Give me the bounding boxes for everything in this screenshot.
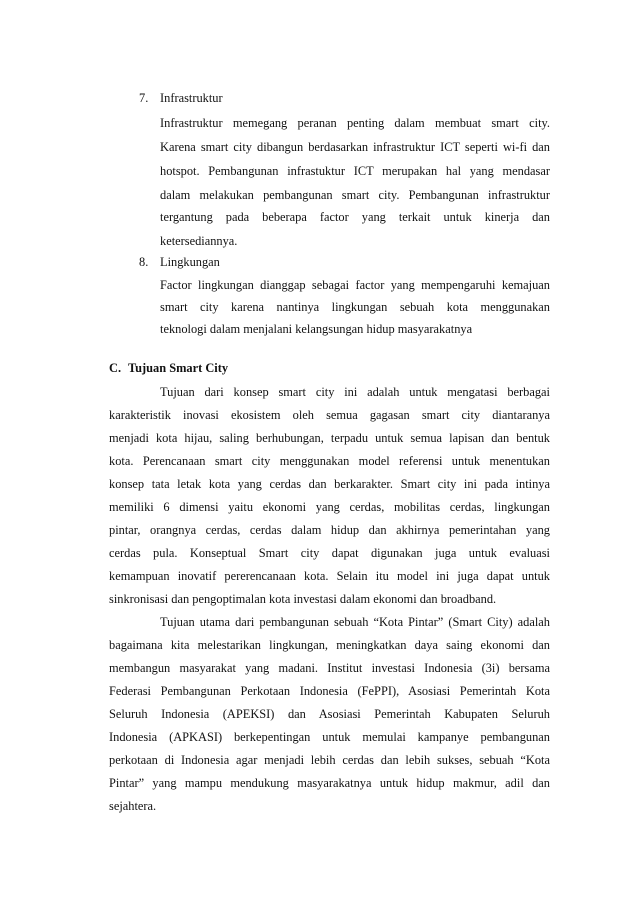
paragraph-line: Tujuan dari konsep smart city ini adalah untuk mengatasi berbagai (160, 385, 550, 399)
paragraph-line: tergantung pada beberapa factor yang terkait untuk kinerja dan (160, 210, 550, 224)
list-item-number: 8. (139, 255, 149, 269)
paragraph-line: memiliki 6 dimensi yaitu ekonomi yang cerdas, mobilitas cerdas, lingkungan (109, 500, 550, 514)
paragraph-line: kota. Perencanaan smart city menggunakan model referensi untuk menentukan (109, 454, 550, 468)
paragraph-line: Tujuan utama dari pembangunan sebuah “Kota Pintar” (Smart City) adalah (160, 615, 550, 629)
paragraph-line: Karena smart city dibangun berdasarkan infrastruktur ICT seperti wi-fi dan (160, 140, 550, 154)
paragraph-line: hotspot. Pembangunan infrastuktur ICT merupakan hal yang mendasar (160, 164, 550, 178)
list-item-8-heading (139, 255, 220, 270)
paragraph-line: perkotaan di Indonesia agar menjadi lebih cerdas dan lebih sukses, sebuah “Kota (109, 753, 550, 767)
section-heading (109, 361, 228, 376)
paragraph-line: Federasi Pembangunan Perkotaan Indonesia (FePPI), Asosiasi Pemerintah Kota (109, 684, 550, 698)
list-item-number: 7. (139, 91, 149, 105)
paragraph-line: menjadi kota hijau, saling berhubungan, terpadu untuk semua lapisan dan bentuk (109, 431, 550, 445)
paragraph-line: dalam melakukan pembangunan smart city. Pembangunan infrastruktur (160, 188, 550, 202)
list-item-title: Infrastruktur (160, 91, 223, 105)
paragraph-line: bagaimana kita melestarikan lingkungan, meningkatkan daya saing ekonomi dan (109, 638, 550, 652)
paragraph-line: pintar, orangnya cerdas, cerdas dalam hidup dan akhirnya pemerintahan yang (109, 523, 550, 537)
list-item-7-heading (139, 91, 223, 106)
paragraph-line: konsep tata letak kota yang cerdas dan berkarakter. Smart city ini pada intinya (109, 477, 550, 491)
paragraph-line: Indonesia (APKASI) berkepentingan untuk memulai kampanye pembangunan (109, 730, 550, 744)
paragraph-line: sinkronisasi dan pengoptimalan kota investasi dalam ekonomi dan broadband. (109, 592, 497, 606)
paragraph-line: membangun masyarakat yang madani. Institut investasi Indonesia (3i) bersama (109, 661, 550, 675)
paragraph-line: smart city karena nantinya lingkungan sebuah kota menggunakan (160, 300, 550, 314)
paragraph-line: kemampuan inovatif pererencanaan kota. Selain itu model ini juga dapat untuk (109, 569, 550, 583)
paragraph-line: ketersediannya. (160, 234, 238, 248)
paragraph-line: karakteristik inovasi ekosistem oleh semua gagasan smart city diantaranya (109, 408, 550, 422)
section-letter: C. (109, 361, 122, 375)
paragraph-line: Factor lingkungan dianggap sebagai factor yang mempengaruhi kemajuan (160, 278, 550, 292)
paragraph-line: Seluruh Indonesia (APEKSI) dan Asosiasi Pemerintah Kabupaten Seluruh (109, 707, 550, 721)
paragraph-line: sejahtera. (109, 799, 157, 813)
paragraph-line: cerdas pula. Konseptual Smart city dapat digunakan juga untuk evaluasi (109, 546, 550, 560)
paragraph-line: teknologi dalam menjalani kelangsungan hidup masyarakatnya (160, 322, 473, 336)
paragraph-line: Infrastruktur memegang peranan penting dalam membuat smart city. (160, 116, 550, 130)
list-item-title: Lingkungan (160, 255, 220, 269)
section-title: Tujuan Smart City (128, 361, 229, 375)
paragraph-line: Pintar” yang mampu mendukung masyarakatnya untuk hidup makmur, adil dan (109, 776, 550, 790)
